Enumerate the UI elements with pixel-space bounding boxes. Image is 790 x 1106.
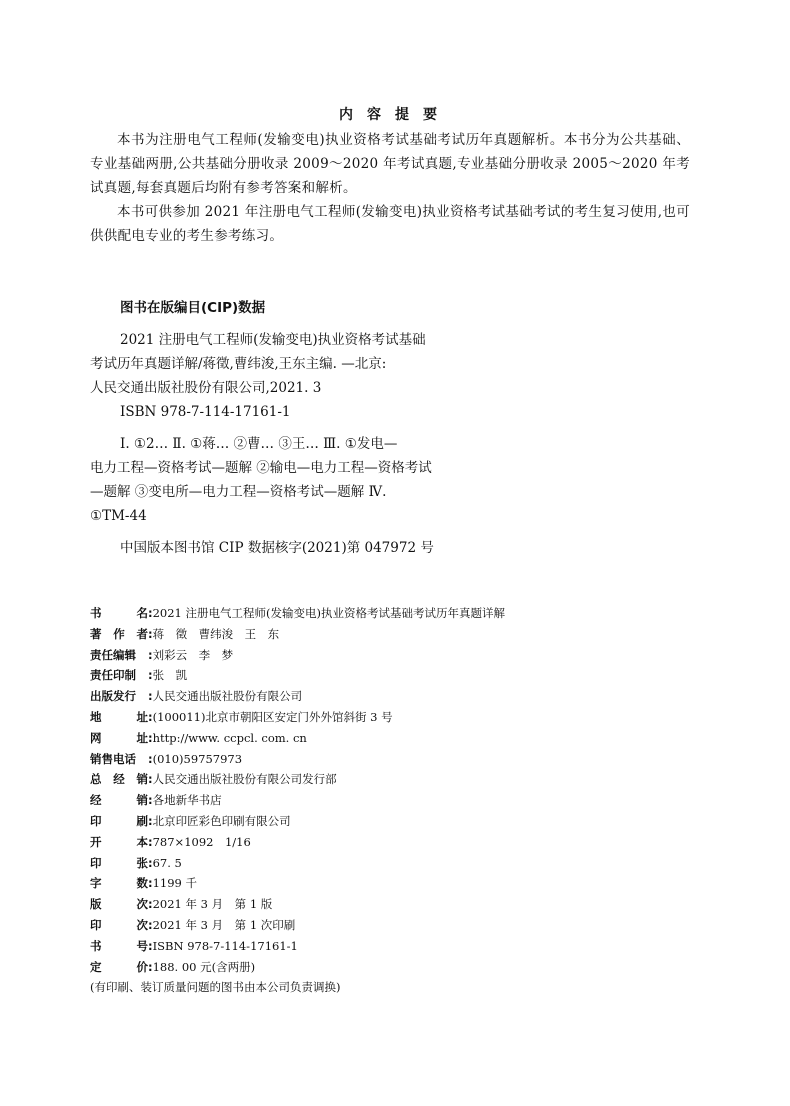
spec-value: 北京印匠彩色印刷有限公司 (152, 813, 291, 828)
spec-row (90, 832, 710, 853)
spec-value: 2021 注册电气工程师(发输变电)执业资格考试基础考试历年真题详解 (152, 606, 506, 620)
cip-line: 人民交通出版社股份有限公司,2021. 3 (90, 380, 322, 396)
cip-line: 2021 注册电气工程师(发输变电)执业资格考试基础 (120, 332, 426, 348)
spec-label: 责任印制 (90, 668, 136, 683)
spec-colon: : (148, 813, 153, 828)
cip-data-block (90, 328, 510, 560)
spec-label: 网 址 (90, 730, 148, 745)
spec-value: 刘彩云 李 梦 (152, 647, 234, 662)
spec-row (90, 936, 710, 957)
spec-row (90, 769, 710, 790)
spec-value: (010)59757973 (152, 751, 243, 766)
spec-row (90, 603, 710, 624)
spec-label: 印 张 (90, 855, 148, 870)
spec-row (90, 790, 710, 811)
spec-row (90, 915, 710, 936)
cip-line: 电力工程—资格考试—题解 ②输电—电力工程—资格考试 (90, 460, 432, 476)
spec-row (90, 894, 710, 915)
spec-row (90, 624, 710, 645)
spec-label: 著 作 者 (90, 626, 148, 641)
spec-label: 印 刷 (90, 813, 148, 828)
cip-line: ISBN 978-7-114-17161-1 (120, 404, 291, 420)
cip-line: 中国版本图书馆 CIP 数据核字(2021)第 047972 号 (120, 540, 434, 556)
spec-colon: : (148, 959, 153, 974)
spec-colon: : (148, 709, 153, 724)
spec-value: 各地新华书店 (152, 793, 222, 808)
spec-colon: : (148, 626, 153, 641)
spec-colon: : (148, 751, 153, 766)
summary-paragraph: 本书为注册电气工程师(发输变电)执业资格考试基础考试历年真题解析。本书分为公共基础、专业基础两册,公共基础分册收录 2009～2020 年考试真题,专业基础分册收录 2005～2020 年考试真题,每套真题后均附有参考答案和解析。 (90, 132, 690, 196)
spec-colon: : (148, 730, 153, 745)
spec-colon: : (148, 668, 153, 683)
spec-row (90, 873, 710, 894)
spec-value: 人民交通出版社股份有限公司 (152, 689, 303, 704)
summary-section (90, 128, 690, 248)
spec-value: http://www. ccpcl. com. cn (152, 730, 307, 745)
spec-row (90, 749, 710, 770)
spec-value: 787×1092 1/16 (152, 834, 251, 849)
cip-line: 考试历年真题详解/蒋徵,曹纬浚,王东主编. —北京: (90, 356, 387, 372)
spec-label: 责任编辑 (90, 647, 136, 662)
spec-colon: : (148, 772, 153, 787)
spec-label: 书 名 (90, 606, 148, 620)
spec-colon: : (148, 876, 153, 891)
spec-row (90, 707, 710, 728)
spec-colon: : (148, 834, 153, 849)
spec-label: 销售电话 (90, 751, 136, 766)
quality-note: (有印刷、装订质量问题的图书由本公司负责调换) (90, 980, 341, 995)
publication-specs (90, 603, 710, 998)
spec-row (90, 686, 710, 707)
spec-row (90, 957, 710, 978)
spec-colon: : (148, 793, 153, 808)
spec-value: (100011)北京市朝阳区安定门外外馆斜街 3 号 (152, 709, 393, 724)
spec-label: 定 价 (90, 959, 148, 974)
cip-line: Ⅰ. ①2… Ⅱ. ①蒋… ②曹… ③王… Ⅲ. ①发电— (120, 436, 398, 452)
spec-colon: : (148, 938, 153, 953)
spec-value: 张 凯 (152, 668, 188, 683)
spec-label: 地 址 (90, 709, 148, 724)
cip-heading: 图书在版编目(CIP)数据 (120, 300, 266, 316)
spec-colon: : (148, 647, 153, 662)
spec-value: 2021 年 3 月 第 1 次印刷 (152, 917, 296, 932)
spec-label: 开 本 (90, 834, 148, 849)
spec-value: 188. 00 元(含两册) (152, 959, 256, 974)
spec-value: 2021 年 3 月 第 1 版 (152, 897, 273, 912)
spec-value: ISBN 978-7-114-17161-1 (152, 938, 298, 953)
spec-label: 总 经 销 (90, 772, 148, 787)
spec-label: 版 次 (90, 897, 148, 912)
spec-label: 印 次 (90, 917, 148, 932)
spec-colon: : (148, 855, 153, 870)
spec-colon: : (148, 689, 153, 704)
spec-value: 人民交通出版社股份有限公司发行部 (152, 772, 337, 787)
spec-value: 蒋 徵 曹纬浚 王 东 (152, 626, 280, 641)
cip-line: —题解 ③变电所—电力工程—资格考试—题解 Ⅳ. (90, 484, 387, 500)
summary-title: 内容提要 (339, 107, 451, 123)
spec-row (90, 811, 710, 832)
spec-label: 书 号 (90, 938, 148, 953)
spec-row (90, 728, 710, 749)
spec-label: 出版发行 (90, 689, 136, 704)
spec-colon: : (148, 606, 153, 620)
cip-line: ①TM-44 (90, 508, 147, 524)
spec-label: 经 销 (90, 793, 148, 808)
spec-value: 67. 5 (152, 855, 182, 870)
spec-row (90, 645, 710, 666)
spec-row (90, 665, 710, 686)
spec-value: 1199 千 (152, 876, 198, 891)
spec-row (90, 853, 710, 874)
spec-colon: : (148, 917, 153, 932)
summary-paragraph: 本书可供参加 2021 年注册电气工程师(发输变电)执业资格考试基础考试的考生复习使用,也可供供配电专业的考生参考练习。 (90, 204, 690, 244)
spec-label: 字 数 (90, 876, 148, 891)
spec-colon: : (148, 897, 153, 912)
